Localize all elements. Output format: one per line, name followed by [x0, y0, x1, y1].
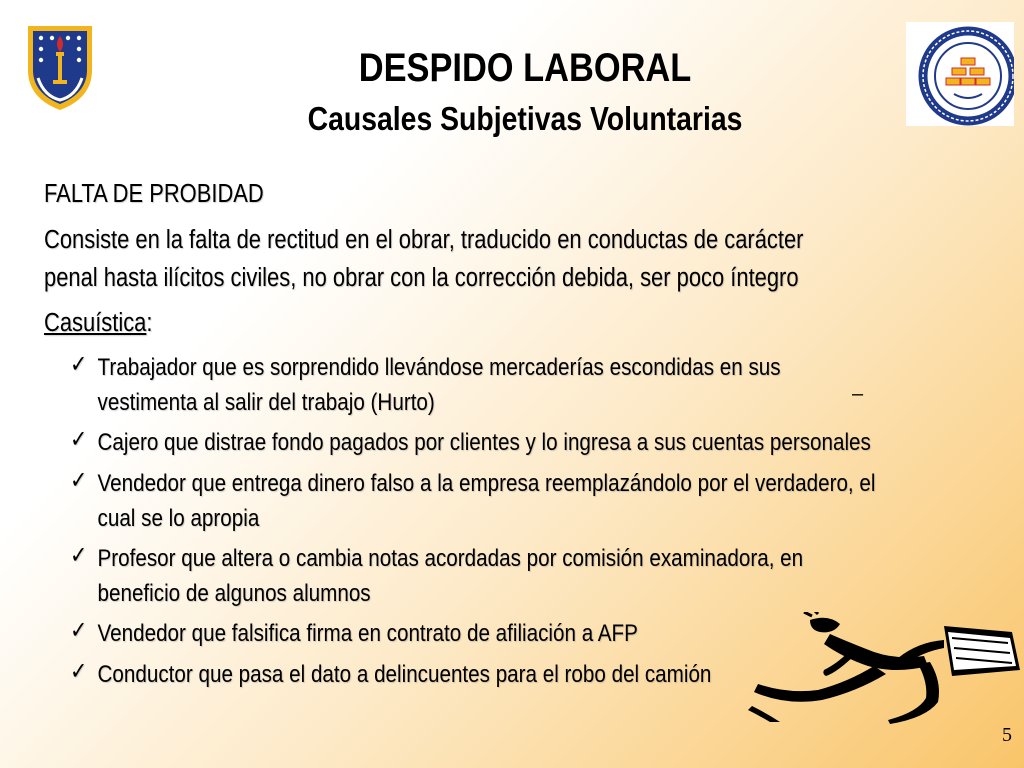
bullet-line-1: Vendedor que entrega dinero falso a la empresa reemplazándolo por el verdadero, el — [97, 470, 876, 497]
bullet-line-2: cual se lo apropia — [97, 505, 260, 532]
check-icon: ✓ — [70, 658, 88, 685]
casuistica-heading — [44, 309, 152, 338]
definition-line-2: penal hasta ilícitos civiles, no obrar con la corrección debida, ser poco íntegro — [44, 264, 799, 292]
casuistica-colon: : — [146, 309, 153, 337]
casuistica-label: Casuística — [44, 309, 147, 337]
list-item — [70, 541, 803, 611]
bullet-line-1: Profesor que altera o cambia notas acordadas por comisión examinadora, en — [97, 545, 804, 572]
section-heading: FALTA DE PROBIDAD — [44, 180, 264, 208]
bullet-line-1: Cajero que distrae fondo pagados por clientes y lo ingresa a sus cuentas personales — [97, 429, 871, 456]
definition-line-1: Consiste en la falta de rectitud en el obrar, traducido en conductas de carácter — [44, 226, 804, 254]
check-icon: ✓ — [70, 542, 88, 569]
faculty-seal-icon — [906, 22, 1014, 126]
bullet-line-1: Trabajador que es sorprendido llevándose mercaderías escondidas en sus — [97, 354, 781, 381]
check-icon: ✓ — [70, 467, 88, 494]
list-item — [70, 425, 871, 460]
running-thief-icon — [748, 612, 1024, 724]
slide-subtitle: Causales Subjetivas Voluntarias — [307, 100, 743, 137]
bullet-line-1: Vendedor que falsifica firma en contrato de afiliación a AFP — [97, 620, 638, 647]
stray-dash: – — [852, 383, 864, 405]
list-item — [70, 466, 875, 536]
bullet-line-2: beneficio de algunos alumnos — [97, 580, 371, 607]
check-icon: ✓ — [70, 351, 88, 378]
slide-title: DESPIDO LABORAL — [358, 46, 692, 90]
check-icon: ✓ — [70, 617, 88, 644]
list-item — [70, 657, 711, 692]
bullet-line-2: vestimenta al salir del trabajo (Hurto) — [97, 389, 435, 416]
bullet-line-1: Conductor que pasa el dato a delincuentes para el robo del camión — [97, 661, 712, 688]
check-icon: ✓ — [70, 426, 88, 453]
page-number: 5 — [1002, 724, 1012, 746]
list-item — [70, 350, 781, 420]
university-shield-icon — [24, 22, 96, 112]
list-item — [70, 616, 638, 651]
